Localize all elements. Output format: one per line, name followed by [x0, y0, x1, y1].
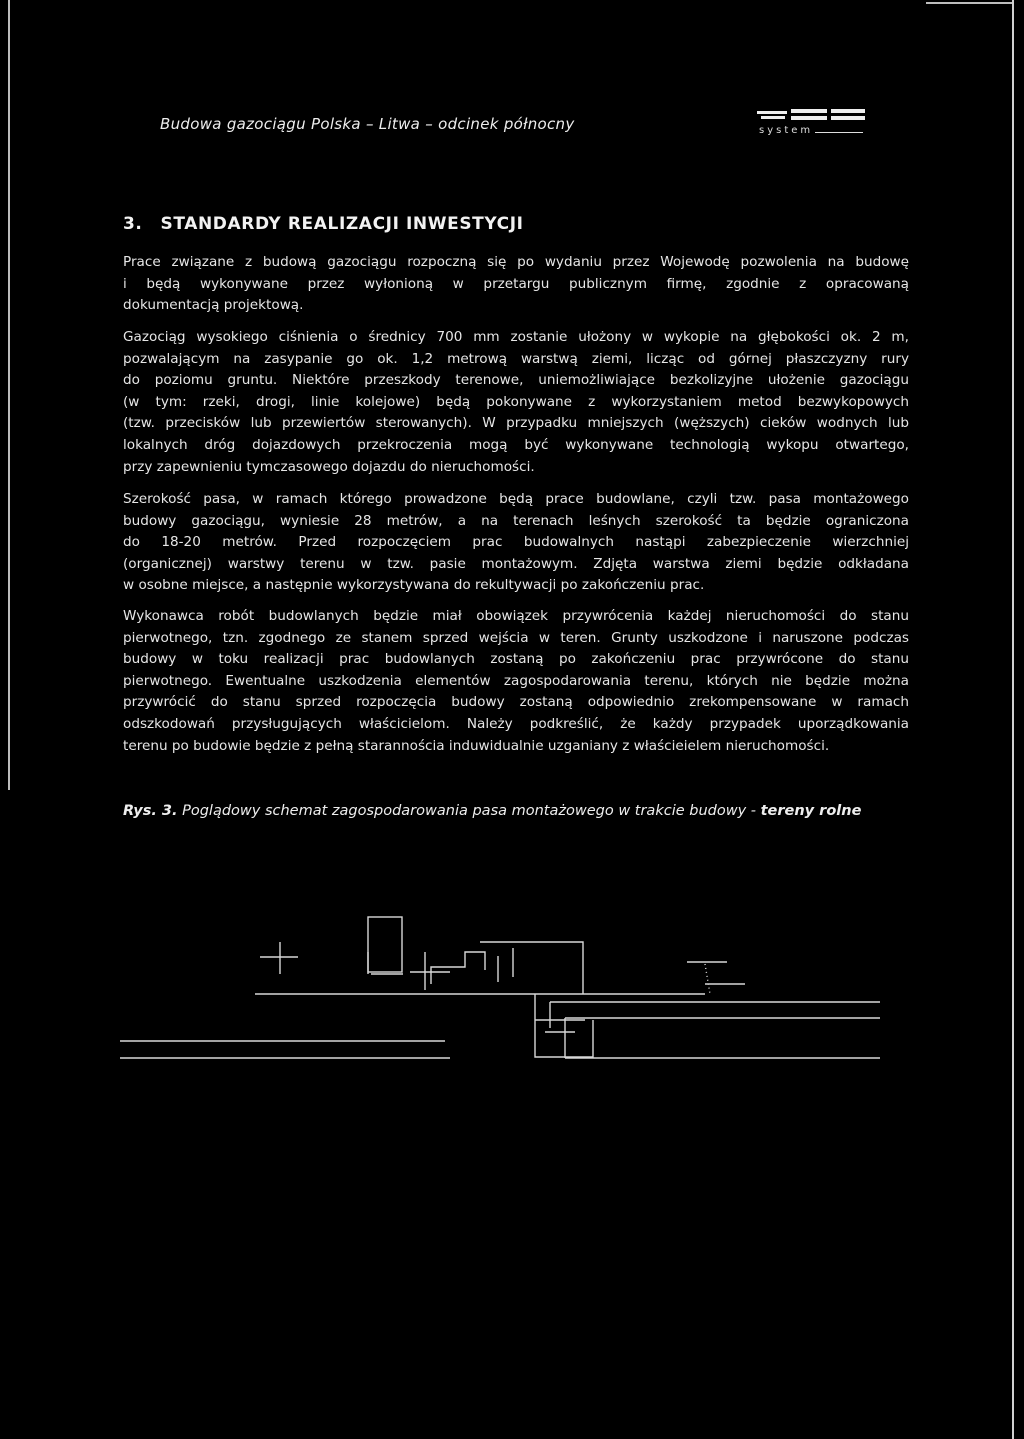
scan-edge-left [8, 0, 10, 790]
figure-label: Rys. 3. [123, 803, 178, 819]
section-title: STANDARDY REALIZACJI INWESTYCJI [160, 214, 524, 234]
paragraph-line: (tzw. przecisków lub przewiertów sterowanych). W przypadku mniejszych (węższych) cieków wodnych lub [123, 415, 909, 432]
paragraph-line: do poziomu gruntu. Niektóre przeszkody terenowe, uniemożliwiające bezkolizyjne ułożenie gazociągu [123, 372, 909, 389]
paragraph-line: Szerokość pasa, w ramach którego prowadzone będą prace budowlane, czyli tzw. pasa montażowego [123, 491, 909, 507]
machine-outline [431, 952, 485, 984]
paragraph-line: do 18-20 metrów. Przed rozpoczęciem prac budowalnych nastąpi zabezpieczenie wierzchniej [123, 534, 909, 551]
excavator-arm [480, 942, 583, 994]
paragraph-3 [123, 489, 909, 597]
section-number: 3. [123, 214, 143, 234]
paragraph-line: terenu po budowie będzie z pełną starannościa induwidualnie uzganiany z właścieielem nieruchomości. [123, 737, 830, 754]
figure-caption-text: Poglądowy schemat zagospodarowania pasa montażowego w trakcie budowy - [182, 803, 756, 819]
paragraph-line: przywrócić do stanu sprzed rozpoczęcia budowy zostaną odpowiednio zrekompensowane w ramach [123, 694, 909, 711]
schematic-lower-lines [120, 1000, 880, 1060]
section-heading [123, 214, 524, 234]
paragraph-line: (w tym: rzeki, drogi, linie kolejowe) będą pokonywane z wykorzystaniem metod bezwykopowych [123, 393, 909, 410]
paragraph-line: lokalnych dróg dojazdowych przekroczenia mogą być wykonywane technologią wykopu otwartego, [123, 436, 909, 453]
paragraph-2 [123, 327, 909, 478]
logo-underline [815, 132, 863, 133]
paragraph-4 [123, 606, 909, 757]
paragraph-line: pierwotnego. Ewentualne uszkodzenia elementów zagospodarowania terenu, których nie będzie można [123, 672, 909, 689]
spoil-dotted-edge [705, 964, 710, 994]
paragraph-line: budowy w toku realizacji prac budowlanych zostaną po zakończeniu prac przywrócone do stanu [123, 651, 909, 668]
paragraph-1 [123, 252, 909, 317]
paragraph-line: w osobne miejsce, a następnie wykorzystywana do rekultywacji po zakończeniu prac. [123, 577, 705, 594]
paragraph-line: pierwotnego, tzn. zgodnego ze stanem sprzed wejścia w teren. Grunty uszkodzone i naruszone podczas [123, 629, 909, 646]
paragraph-line: przy zapewnieniu tymczasowego dojazdu do nieruchomości. [123, 458, 535, 475]
paragraph-line: dokumentacją projektową. [123, 297, 304, 314]
scan-edge-right [1012, 0, 1014, 1439]
paragraph-line: Prace związane z budową gazociągu rozpoczną się po wydaniu przez Wojewodę pozwolenia na budowę [123, 254, 909, 270]
figure-caption [123, 803, 861, 819]
paragraph-line: Wykonawca robót budowlanych będzie miał obowiązek przywrócenia każdej nieruchomości do stanu [123, 608, 909, 624]
figure-caption-emphasis: tereny rolne [760, 803, 862, 819]
paragraph-line: Gazociąg wysokiego ciśnienia o średnicy 700 mm zostanie ułożony w wykopie na głębokości ok. 2 m, [123, 329, 909, 345]
paragraph-line: budowy gazociągu, wyniesie 28 metrów, a na terenach leśnych szerokość ta będzie ograniczona [123, 512, 909, 529]
paragraph-line: pozwalającym na zasypanie go ok. 1,2 metrową warstwą ziemi, licząc od górnej płaszczyzny rury [123, 350, 909, 367]
company-logo [757, 108, 865, 138]
paragraph-line: odszkodowań przysługujących właścicielom. Należy podkreślić, że każdy przypadek uporządkowania [123, 715, 909, 732]
logo-text: system [759, 125, 814, 136]
topsoil-heap [368, 917, 402, 972]
scan-edge-top [926, 2, 1012, 4]
paragraph-line: (organicznej) warstwy terenu w tzw. pasie montażowym. Zdjęta warstwa ziemi będzie odkładana [123, 555, 909, 572]
header-title: Budowa gazociągu Polska – Litwa – odcinek północny [160, 115, 575, 133]
logo-bars-icon [757, 108, 865, 122]
paragraph-line: i będą wykonywane przez wyłonioną w przetargu publicznym firmę, zgodnie z opracowaną [123, 275, 909, 292]
